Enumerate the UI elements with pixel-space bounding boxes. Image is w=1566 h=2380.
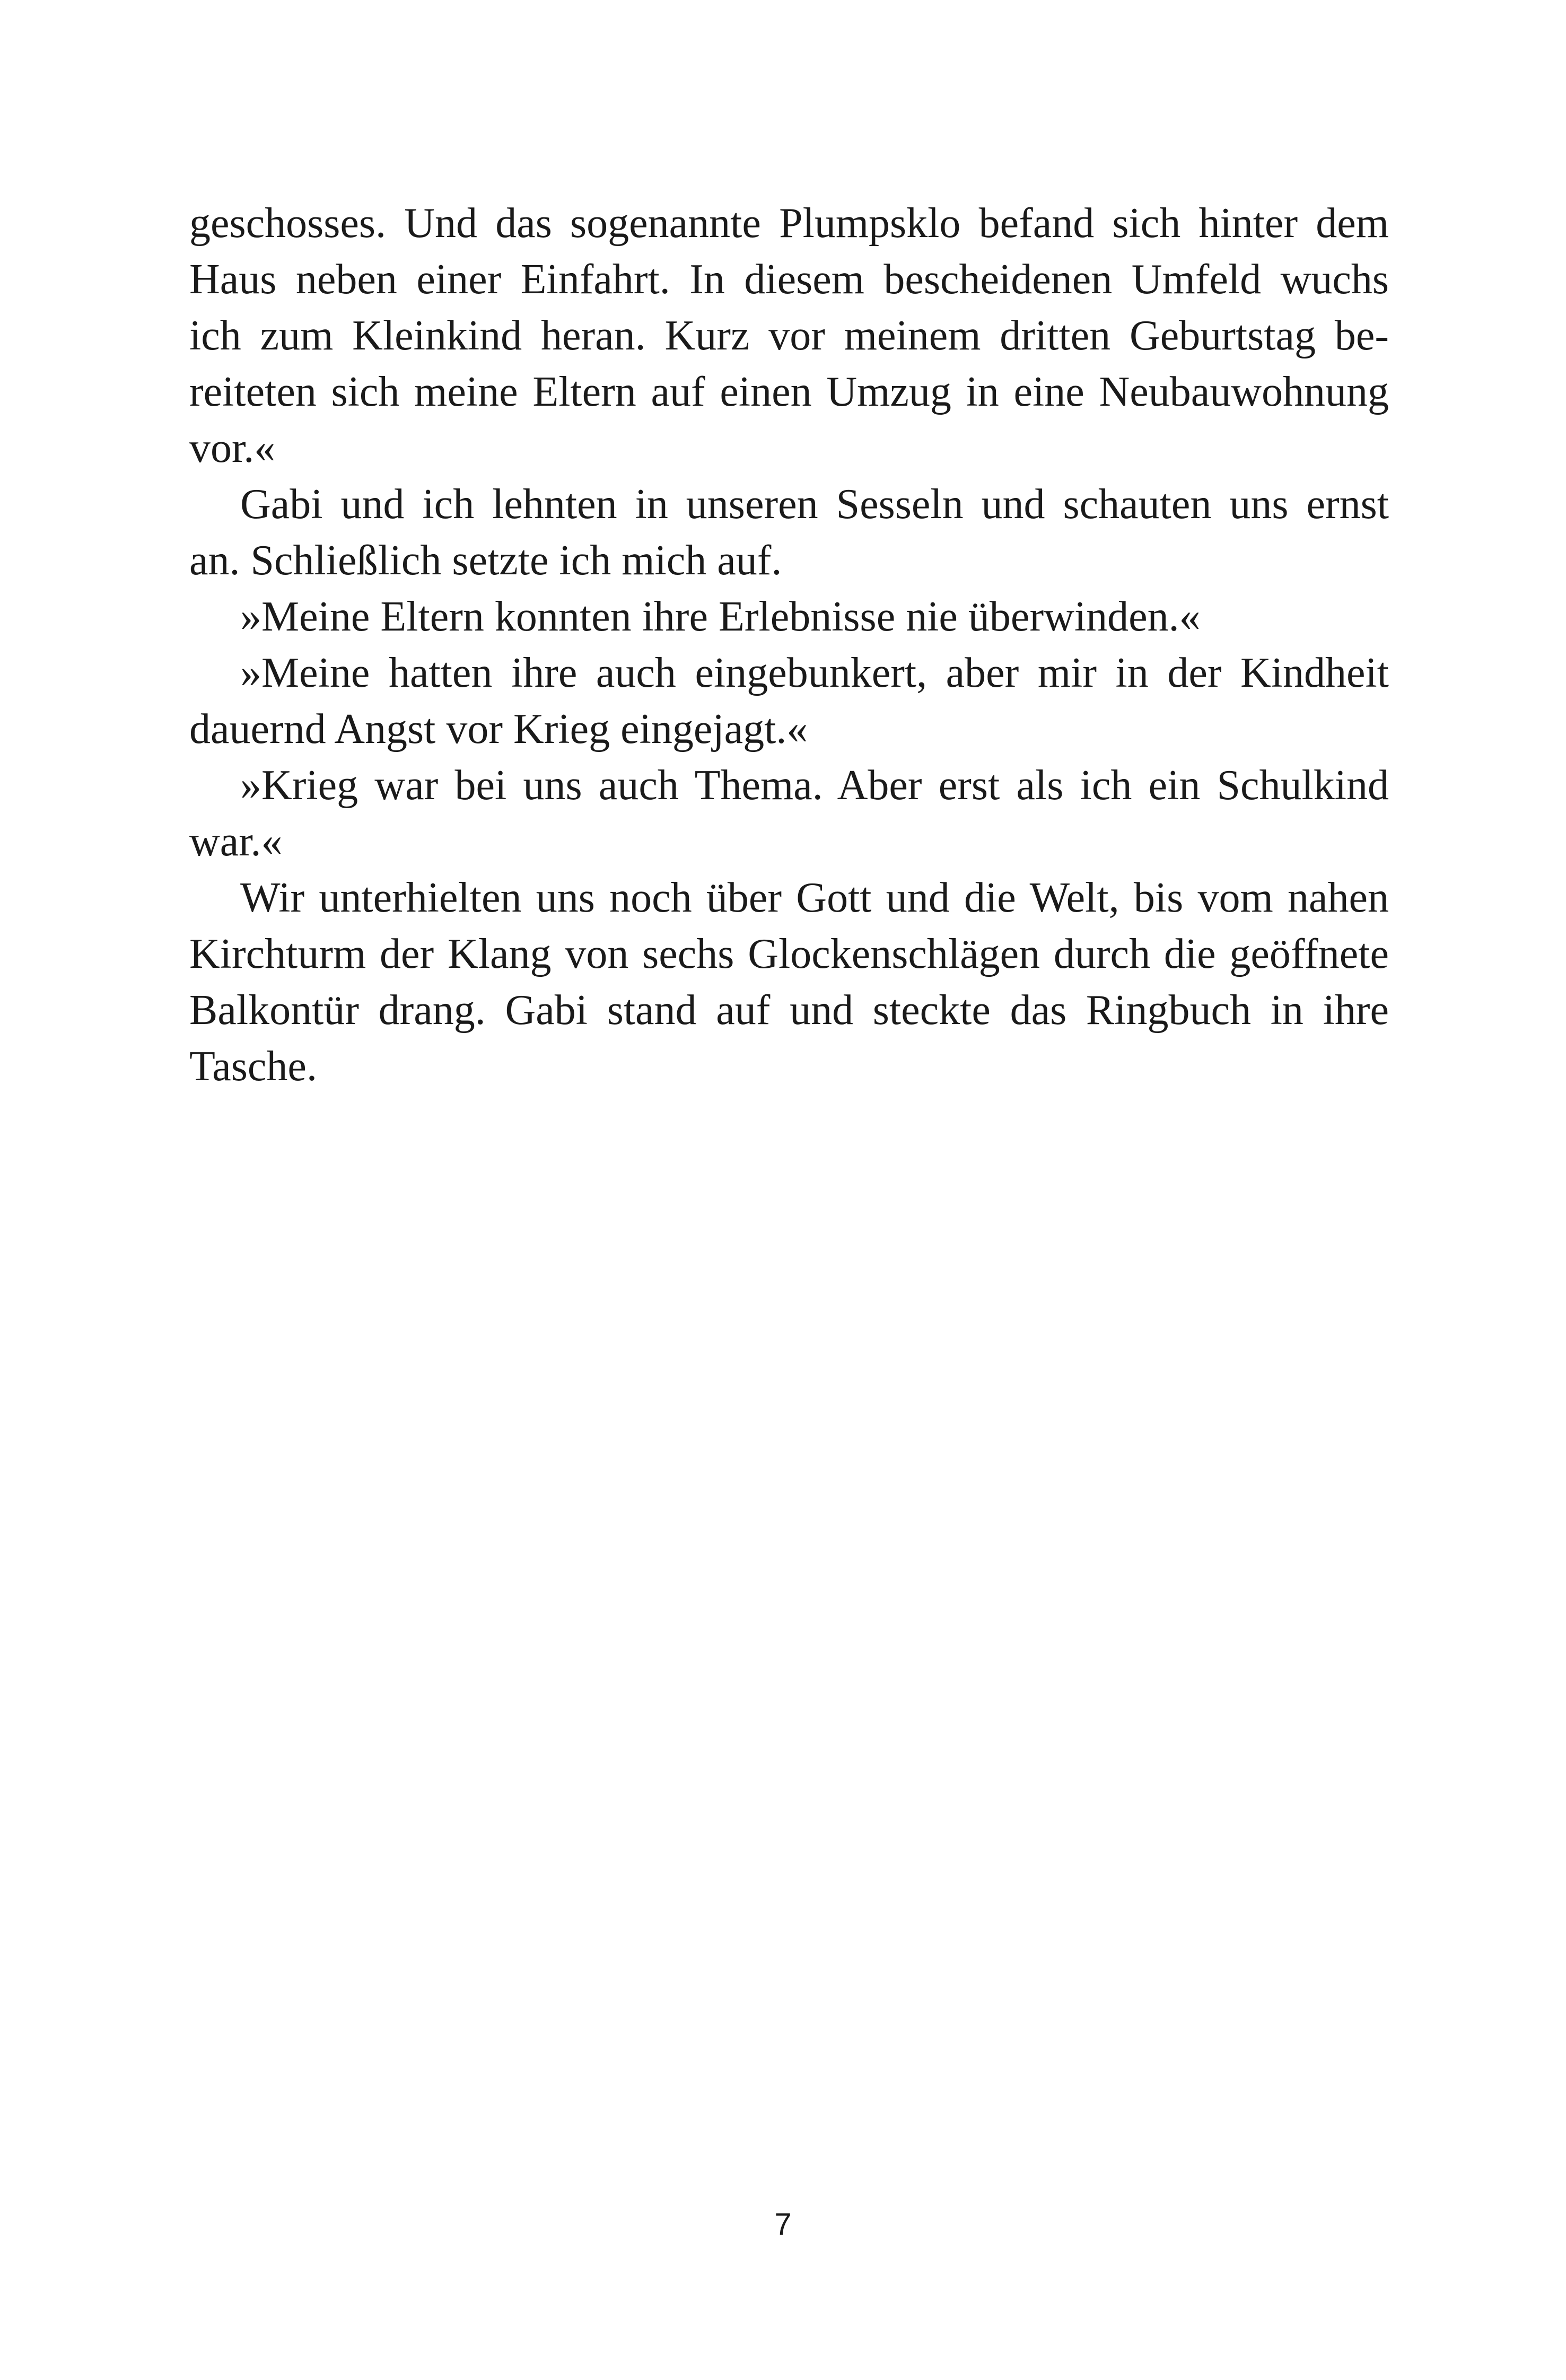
text-line: an. Schließlich setzte ich mich auf. (189, 537, 782, 584)
text-line: Tasche. (189, 1043, 317, 1090)
text-line: war.« (189, 818, 283, 865)
text-line: dauernd Angst vor Krieg eingejagt.« (189, 706, 808, 752)
text-line: ich zum Kleinkind heran. Kurz vor meinem dritten Geburtstag be- (189, 312, 1389, 359)
paragraph-first-line: »Krieg war bei uns auch Thema. Aber erst als ich ein Schulkind (240, 762, 1389, 809)
paragraph-first-line: Gabi und ich lehnten in unseren Sesseln und schauten uns ernst (240, 481, 1389, 528)
paragraph-first-line: »Meine Eltern konnten ihre Erlebnisse nie überwinden.« (240, 593, 1201, 640)
text-line: reiteten sich meine Eltern auf einen Umzug in eine Neubauwohnung (189, 369, 1389, 415)
text-line: geschosses. Und das sogenannte Plumpsklo befand sich hinter dem (189, 200, 1389, 247)
body-text (189, 195, 1389, 1095)
page-number: 7 (774, 2207, 792, 2242)
paragraph-first-line: »Meine hatten ihre auch eingebunkert, aber mir in der Kindheit (240, 650, 1389, 696)
text-line: Kirchturm der Klang von sechs Glockenschlägen durch die geöffnete (189, 931, 1389, 977)
text-line: vor.« (189, 425, 276, 471)
text-line: Haus neben einer Einfahrt. In diesem bescheidenen Umfeld wuchs (189, 256, 1389, 303)
text-line: Balkontür drang. Gabi stand auf und steckte das Ringbuch in ihre (189, 987, 1389, 1034)
paragraph-first-line: Wir unterhielten uns noch über Gott und die Welt, bis vom nahen (240, 874, 1389, 921)
